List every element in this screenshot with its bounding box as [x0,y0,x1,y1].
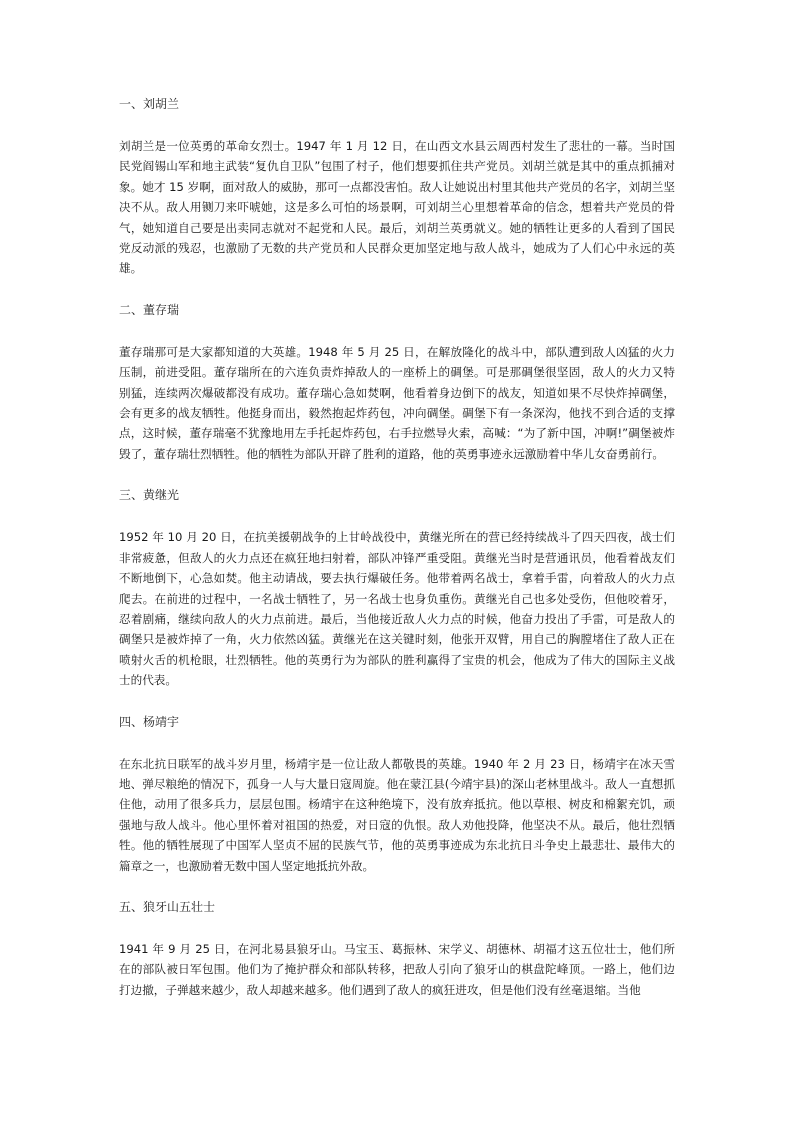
section-langyashan-five-heroes [119,897,675,1000]
section-heading: 二、董存瑞 [119,302,180,317]
section-heading: 四、杨靖宇 [119,714,180,729]
section-liu-hulan [119,94,675,300]
section-dong-cunrui [119,300,675,485]
section-yang-jingyu [119,712,675,897]
section-heading: 五、狼牙山五壮士 [119,899,216,914]
section-paragraph: 在东北抗日联军的战斗岁月里，杨靖宇是一位让敌人都敬畏的英雄。1940 年 2 月 23 日，杨靖宇在冰天雪地、弹尽粮绝的情况下，孤身一人与大量日寇周旋。他在蒙江县(今靖宇县)的深山老林里战斗。敌人一直想抓住他，动用了很多兵力，层层包围。杨靖宇在这种绝境下，没有放弃抵抗。他以草根、树皮和棉絮充饥，顽强地与敌人战斗。他心里怀着对祖国的热爱，对日寇的仇恨。敌人劝他投降，他坚决不从。最后，他壮烈牺牲。他的牺牲展现了中国军人坚贞不屈的民族气节，他的英勇事迹成为东北抗日斗争史上最悲壮、最伟大的篇章之一，也激励着无数中国人坚定地抵抗外敌。 [119,756,675,873]
section-heading: 三、黄继光 [119,488,180,503]
section-paragraph: 董存瑞那可是大家都知道的大英雄。1948 年 5 月 25 日，在解放隆化的战斗中，部队遭到敌人凶猛的火力压制，前进受阻。董存瑞所在的六连负责炸掉敌人的一座桥上的碉堡。可是那碉堡很坚固，敌人的火力又特别猛，连续两次爆破都没有成功。董存瑞心急如焚啊，他看着身边倒下的战友，知道如果不尽快炸掉碉堡，会有更多的战友牺牲。他挺身而出，毅然抱起炸药包，冲向碉堡。碉堡下有一条深沟，他找不到合适的支撑点，这时候，董存瑞毫不犹豫地用左手托起炸药包，右手拉燃导火索，高喊：“为了新中国，冲啊!”碉堡被炸毁了，董存瑞壮烈牺牲。他的牺牲为部队开辟了胜利的道路，他的英勇事迹永远激励着中华儿女奋勇前行。 [119,344,675,461]
document-page [119,94,675,1000]
section-heading: 一、刘胡兰 [119,97,180,111]
section-huang-jiguang [119,485,675,711]
section-paragraph: 1952 年 10 月 20 日，在抗美援朝战争的上甘岭战役中，黄继光所在的营已经持续战斗了四天四夜，战士们非常疲惫，但敌人的火力点还在疯狂地扫射着，部队冲锋严重受阻。黄继光当时是营通讯员，他看着战友们不断地倒下，心急如焚。他主动请战，要去执行爆破任务。他带着两名战士，拿着手雷，向着敌人的火力点爬去。在前进的过程中，一名战士牺牲了，另一名战士也身负重伤。黄继光自己也多处受伤，但他咬着牙，忍着剧痛，继续向敌人的火力点前进。最后，当他接近敌人火力点的时候，他奋力投出了手雷，可是敌人的碉堡只是被炸掉了一角，火力依然凶猛。黄继光在这关键时刻，他张开双臂，用自己的胸膛堵住了敌人正在喷射火舌的机枪眼，壮烈牺牲。他的英勇行为为部队的胜利赢得了宝贵的机会，他成为了伟大的国际主义战士的代表。 [119,530,675,688]
section-paragraph: 1941 年 9 月 25 日，在河北易县狼牙山。马宝玉、葛振林、宋学义、胡德林、胡福才这五位壮士，他们所在的部队被日军包围。他们为了掩护群众和部队转移，把敌人引向了狼牙山的棋盘陀峰顶。一路上，他们边打边撤，子弹越来越少，敌人却越来越多。他们遇到了敌人的疯狂进攻，但是他们没有丝毫退缩。当他 [119,941,675,997]
section-paragraph: 刘胡兰是一位英勇的革命女烈士。1947 年 1 月 12 日，在山西文水县云周西村发生了悲壮的一幕。当时国民党阎锡山军和地主武装“复仇自卫队”包围了村子，他们想要抓住共产党员。刘胡兰就是其中的重点抓捕对象。她才 15 岁啊，面对敌人的威胁，那可一点都没害怕。敌人让她说出村里其他共产党员的名字，刘胡兰坚决不从。敌人用铡刀来吓唬她，这是多么可怕的场景啊，可刘胡兰心里想着革命的信念，想着共产党员的骨气，她知道自己要是出卖同志就对不起党和人民。最后，刘胡兰英勇就义。她的牺牲让更多的人看到了国民党反动派的残忍，也激励了无数的共产党员和人民群众更加坚定地与敌人战斗，她成为了人们心中永远的英雄。 [119,139,675,276]
